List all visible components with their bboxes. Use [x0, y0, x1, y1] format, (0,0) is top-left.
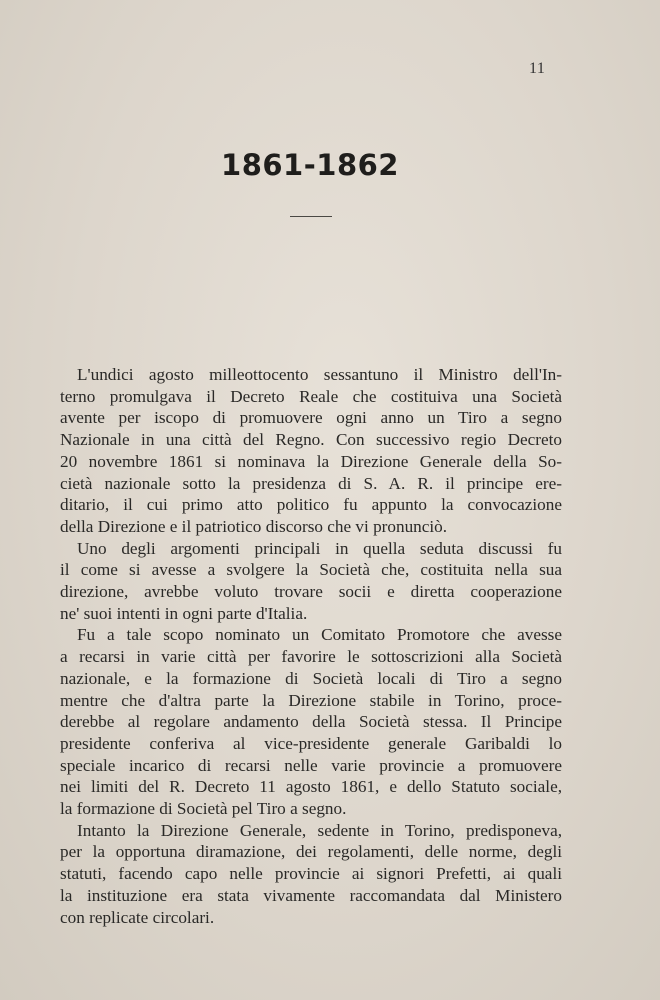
page-number: 11 — [529, 60, 546, 77]
chapter-title: 1861-1862 — [221, 148, 399, 182]
text-line: speciale incarico di recarsi nelle varie provincie a promuovere — [60, 755, 562, 775]
text-line: direzione, avrebbe voluto trovare socii e diretta cooperazione — [60, 582, 562, 602]
text-line: Uno degli argomenti principali in quella seduta discussi fu — [77, 538, 562, 558]
text-line: presidente conferiva al vice-presidente generale Garibaldi lo — [60, 733, 562, 753]
text-line: Fu a tale scopo nominato un Comitato Promotore che avesse — [77, 625, 562, 645]
text-line: statuti, facendo capo nelle provincie ai signori Prefetti, ai quali — [60, 864, 562, 884]
title-divider — [290, 216, 332, 217]
paragraph — [60, 624, 562, 819]
text-line: ditario, il cui primo atto politico fu appunto la convocazione — [60, 495, 562, 515]
text-line: ne' suoi intenti in ogni parte d'Italia. — [60, 603, 308, 623]
text-line: la formazione di Società pel Tiro a segno. — [60, 799, 347, 819]
text-line: mentre che d'altra parte la Direzione stabile in Torino, proce- — [60, 690, 562, 710]
text-line: nei limiti del R. Decreto 11 agosto 1861, e dello Statuto sociale, — [60, 777, 562, 797]
paragraph — [60, 364, 562, 538]
paragraph — [60, 538, 562, 625]
text-line: il come si avesse a svolgere la Società che, costituita nella sua — [60, 560, 562, 580]
text-line: L'undici agosto milleottocento sessantuno il Ministro dell'In- — [77, 365, 562, 384]
text-line: cietà nazionale sotto la presidenza di S. A. R. il principe ere- — [60, 473, 562, 493]
paragraph — [60, 820, 562, 929]
text-line: avente per iscopo di promuovere ogni anno un Tiro a segno — [60, 408, 562, 428]
text-line: la instituzione era stata vivamente raccomandata dal Ministero — [60, 885, 562, 905]
text-line: nazionale, e la formazione di Società locali di Tiro a segno — [60, 668, 562, 688]
text-line: derebbe al regolare andamento della Società stessa. Il Principe — [60, 712, 562, 732]
text-line: 20 novembre 1861 si nominava la Direzione Generale della So- — [60, 451, 562, 471]
text-line: per la opportuna diramazione, dei regolamenti, delle norme, degli — [60, 842, 562, 862]
text-line: Nazionale in una città del Regno. Con successivo regio Decreto — [60, 430, 562, 450]
text-line: con replicate circolari. — [60, 907, 215, 927]
text-line: Intanto la Direzione Generale, sedente in Torino, predisponeva, — [77, 820, 562, 840]
text-line: della Direzione e il patriotico discorso che vi pronunciò. — [60, 516, 448, 536]
body-text — [60, 364, 562, 928]
text-line: terno promulgava il Decreto Reale che costituiva una Società — [60, 386, 562, 406]
text-line: a recarsi in varie città per favorire le sottoscrizioni alla Società — [60, 647, 562, 667]
